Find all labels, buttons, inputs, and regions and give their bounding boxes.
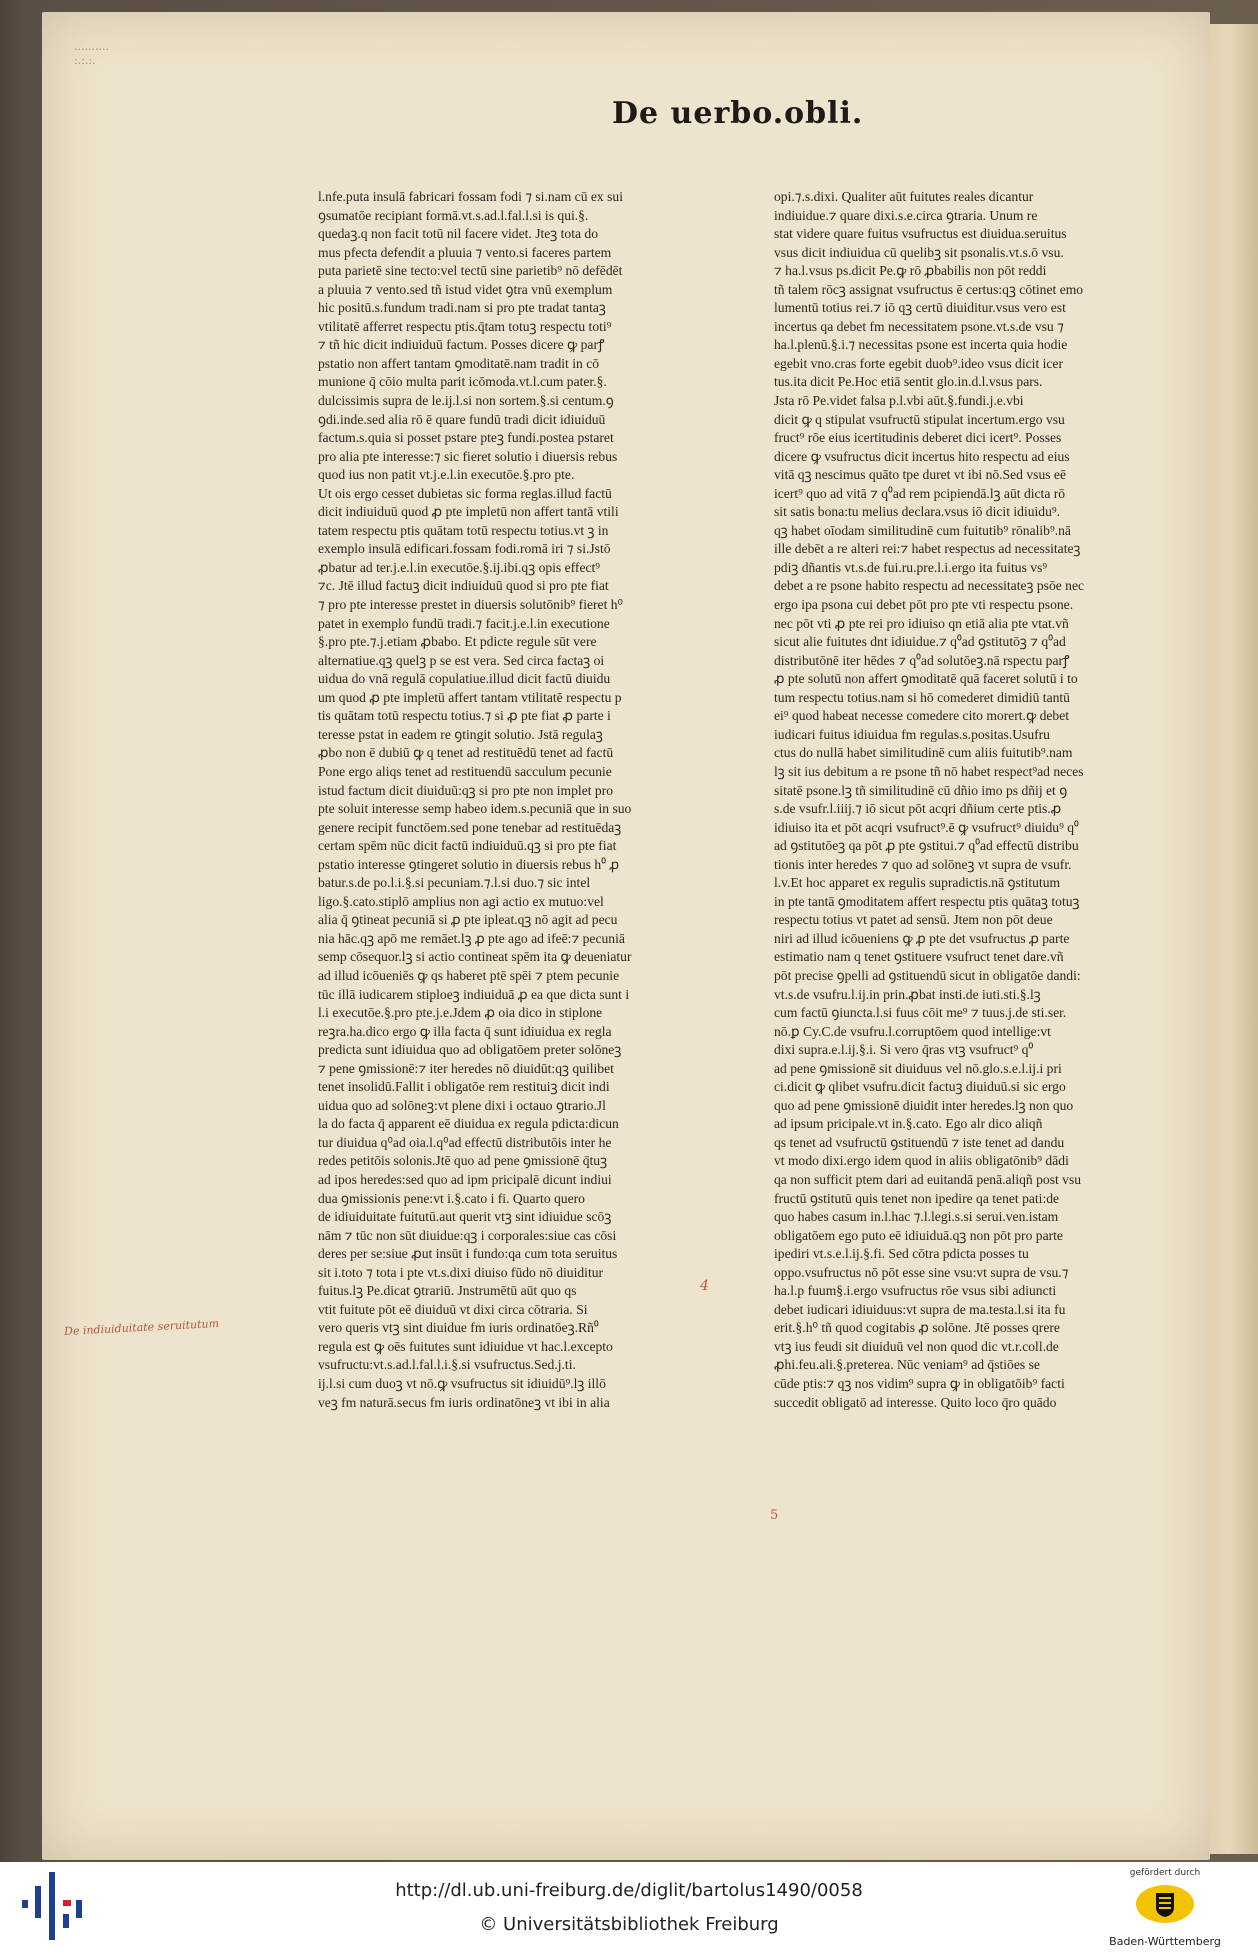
margin-note: De indiuiduitate seruitutum xyxy=(63,1316,220,1339)
text-line: lumentū totius rei.⁊ iō qꝫ certū diuiditur.vsus vero est xyxy=(774,300,1066,316)
pencil-mark-line: :.:.:. xyxy=(74,54,96,67)
text-line: obligatōem ego puto eē idiuiduā.qꝫ non pōt pro parte xyxy=(774,1227,1063,1243)
text-line: nō.ꝑ Cy.C.de vsufru.l.corruptōem quod intellige:vt xyxy=(774,1023,1051,1039)
text-line: ⁊ pene ꝯmissionē:⁊ iter heredes nō diuidūt:qꝫ quilibet xyxy=(318,1060,614,1076)
text-line: patet in exemplo fundū tradi.⁊ facit.j.e.l.in executione xyxy=(318,615,610,631)
text-line: a pluuia ⁊ vento.sed tñ istud videt ꝯtra vnū exemplum xyxy=(318,281,613,297)
text-line: tenet insolidū.Fallit i obligatōe rem restituiꝫ dicit indi xyxy=(318,1079,610,1095)
text-line: redes petitōis solonis.Jtē quo ad pene ꝯmissionē q̄tuꝫ xyxy=(318,1153,608,1169)
text-line: pro alia pte interesse:⁊ sic fieret solutio i diuersis rebus xyxy=(318,448,618,464)
text-column-right xyxy=(774,188,1164,1412)
text-line: pstatio interesse ꝯtingeret solutio in diuersis rebus h⁰ ꝓ xyxy=(318,856,620,872)
text-line: tionis inter heredes ⁊ quo ad solōneꝫ vt supra de vsufr. xyxy=(774,856,1072,872)
text-line: debet iudicari idiuiduus:vt supra de ma.testa.l.si ita fu xyxy=(774,1301,1066,1317)
text-line: mus pfecta defendit a pluuia ⁊ vento.si faceres partem xyxy=(318,244,612,260)
page-header: De uerbo.obli. xyxy=(612,96,864,131)
text-line: niri ad illud icōueniens ꝙ ꝓ pte det vsufructus ꝓ parte xyxy=(774,930,1070,946)
text-line: l.v.Et hoc apparet ex regulis supradictis.nā ꝯstitutum xyxy=(774,875,1061,891)
text-line: l.i executōe.§.pro pte.j.e.Jdem ꝓ oia dico in stiplone xyxy=(318,1005,603,1021)
text-line: alternatiue.qꝫ quelꝫ p se est vera. Sed circa factaꝫ oi xyxy=(318,652,605,668)
text-line: regula est ꝙ oēs fuitutes sunt idiuidue vt hac.l.excepto xyxy=(318,1338,613,1354)
text-line: cūde ptis:⁊ qꝫ nos vidim⁹ supra ꝙ in obligatōib⁹ facti xyxy=(774,1376,1065,1391)
text-line: ꝓhi.feu.ali.§.preterea. Nūc veniam⁹ ad q̄stiōes se xyxy=(774,1357,1040,1373)
text-line: vt modo dixi.ergo idem quod in aliis obligatōnib⁹ dādi xyxy=(774,1153,1069,1169)
text-line: tatem respectu ptis quātam totū respectu totius.vt ꝫ in xyxy=(318,522,609,538)
text-line: opi.⁊.s.dixi. Qualiter aūt fuitutes reales dicantur xyxy=(774,189,1034,204)
footer-bar xyxy=(0,1862,1258,1953)
text-line: uidua do vnā regulā copulatiue.illud dicit factū diuidu xyxy=(318,671,611,687)
text-line: Pone ergo aliqs tenet ad restituendū sacculum pecunie xyxy=(318,763,612,779)
text-line: fuitus.lꝫ Pe.dicat ꝯtrariū. Jnstrumētū aūt quo qs xyxy=(318,1283,577,1299)
text-line: ergo ipa psona cui debet pōt pro pte vti respectu psone. xyxy=(774,597,1074,613)
text-line: quo habes casum in.l.hac ⁊.l.legi.s.si serui.ven.istam xyxy=(774,1209,1059,1225)
text-line: qs tenet ad vsufructū ꝯstituendū ⁊ iste tenet ad dandu xyxy=(774,1134,1065,1150)
text-line: batur.s.de po.l.i.§.si pecuniam.⁊.l.si duo.⁊ sic intel xyxy=(318,875,591,891)
pencil-mark-line: .......... xyxy=(74,40,109,53)
text-line: debet a re psone habito respectu ad necessitateꝫ psōe nec xyxy=(774,578,1085,594)
text-line: um quod ꝓ pte impletū affert tantam vtilitatē respectu p xyxy=(318,689,622,705)
text-line: sicut alie fuitutes dnt idiuidue.⁊ q⁰ad ꝯstitutōꝫ ⁊ q⁰ad xyxy=(774,634,1066,650)
text-line: semp cōsequor.lꝫ si actio contineat spēm ita ꝙ deueniatur xyxy=(318,949,632,965)
text-line: hic positū.s.fundum tradi.nam si pro pte tradat tantaꝫ xyxy=(318,300,606,316)
text-line: pte soluit interesse semp habeo idem.s.pecuniā que in suo xyxy=(318,801,632,817)
text-line: quo ad pene ꝯmissionē diuidit inter heredes.lꝫ non quo xyxy=(774,1097,1074,1113)
text-line: vtꝫ ius feudi sit diuiduū vel non quod dic vt.r.coll.de xyxy=(774,1338,1059,1354)
text-line: nia hāc.qꝫ apō me remāet.lꝫ ꝓ pte ago ad ifeē:⁊ pecuniā xyxy=(318,930,625,946)
text-line: respectu totius vt patet ad sensū. Jtem non pōt deue xyxy=(774,912,1053,928)
text-line: Jsta rō Pe.videt falsa p.l.vbi aūt.§.fundi.j.e.vbi xyxy=(774,393,1024,409)
text-line: ꝯdi.inde.sed alia rō ē quare fundū tradi dicit idiuiduū xyxy=(318,411,606,427)
text-line: l.nfe.puta insulā fabricari fossam fodi ⁊ si.nam cū ex sui xyxy=(318,189,623,204)
text-line: alia q̄ ꝯtineat pecuniā si ꝓ pte ipleat.qꝫ nō agit ad pecu xyxy=(318,912,618,928)
text-line: dicere ꝙ vsufructus dicit incertus hito respectu ad eius xyxy=(774,448,1070,464)
text-line: ha.l.plenū.§.i.⁊ necessitas psone est incerta quia hodie xyxy=(774,337,1068,353)
text-line: vt.s.de vsufru.l.ij.in prin.ꝓbat insti.de iuti.sti.§.lꝫ xyxy=(774,986,1041,1002)
text-line: Ut ois ergo cesset dubietas sic forma reglas.illud factū xyxy=(318,485,612,501)
text-line: idiuiso ita et pōt acqri vsufruct⁹.ē ꝙ vsufruct⁹ diuidu⁹ q⁰ xyxy=(774,819,1079,835)
sponsor-label: gefördert durch xyxy=(1129,1868,1201,1878)
rubric-marker: 4 xyxy=(700,1278,709,1294)
text-line: nec pōt vti ꝓ pte rei pro idiuiso qn etiā alia pte vtat.vñ xyxy=(774,615,1069,631)
text-line: icert⁹ quo ad vitā ⁊ q⁰ad rem pcipiendā.lꝫ aūt dicta rō xyxy=(774,485,1066,501)
text-line: la do facta q̄ apparent eē diuidua ex regula pdicta:dicun xyxy=(318,1116,619,1132)
text-line: certam spēm nūc dicit factū indiuiduū.qꝫ si pro pte fiat xyxy=(318,838,617,854)
text-line: nām ⁊ tūc non sūt diuidue:qꝫ i corporales:siue cas cōsi xyxy=(318,1227,617,1243)
text-line: istud factum dicit diuiduū:qꝫ si pro pte non implet pro xyxy=(318,782,614,798)
text-line: genere recipit functōem.sed pone tenebar ad restituēdaꝫ xyxy=(318,819,622,835)
text-line: ad pene ꝯmissionē sit diuiduus vel nō.glo.s.e.l.ij.i pri xyxy=(774,1060,1062,1076)
text-line: vsus dicit indiuidua cū quelibꝫ sit psonalis.vt.s.ō vsu. xyxy=(774,244,1064,260)
text-line: puta parietē sine tecto:vel tectū sine parietib⁹ nō defēdēt xyxy=(318,263,623,279)
text-line: tñ talem rōcꝫ assignat vsufructus ē certus:qꝫ cōtinet emo xyxy=(774,281,1084,297)
footer-url-link[interactable]: http://dl.ub.uni-freiburg.de/diglit/bartolus1490/0058 xyxy=(395,1880,863,1901)
text-line: §.pro pte.⁊.j.etiam ꝓbabo. Et pdicte regule sūt vere xyxy=(318,634,597,650)
text-line: ⁊ tñ hic dicit indiuiduū factum. Posses dicere ꝙ parꝭ xyxy=(318,337,605,353)
text-line: factum.s.quia si posset pstare pteꝫ fundi.postea pstaret xyxy=(318,430,614,446)
text-line: veꝫ fm naturā.secus fm iuris ordinatōneꝫ vt ibi in alia xyxy=(318,1394,610,1410)
text-line: ⁊ ha.l.vsus ps.dicit Pe.ꝙ rō ꝓbabilis non pōt reddi xyxy=(774,263,1047,279)
text-line: in pte tantā ꝯmoditatem affert respectu ptis quātaꝫ totuꝫ xyxy=(774,893,1080,909)
text-line: ⁊ pro pte interesse prestet in diuersis solutōnib⁹ fieret h⁰ xyxy=(318,597,623,613)
rubric-marker: 5 xyxy=(770,1508,779,1523)
text-line: tus.ita dicit Pe.Hoc etiā sentit glo.in.d.l.vsus pars. xyxy=(774,374,1043,390)
text-line: pstatio non affert tantam ꝯmoditatē.nam tradit in cō xyxy=(318,355,600,371)
text-line: predicta sunt idiuidua quo ad obligatōem preter solōneꝫ xyxy=(318,1042,622,1058)
text-line: fruct⁹ rōe eius icertitudinis deberet dici icert⁹. Posses xyxy=(774,430,1062,446)
text-line: succedit obligatō ad interesse. Quito loco q̄ro quādo xyxy=(774,1394,1057,1410)
text-line: deres per se:siue ꝓut insūt i fundo:qa cum tota seruitus xyxy=(318,1246,618,1262)
text-line: ille debēt a re alteri rei:⁊ habet respectus ad necessitateꝫ xyxy=(774,541,1081,557)
text-line: ligo.§.cato.stiplō amplius non agi actio ex mutuo:vel xyxy=(318,893,604,909)
pencil-mark xyxy=(74,40,109,68)
text-line: sitatē psone.lꝫ tñ similitudinē cū dñio imo ps dñij et ꝯ xyxy=(774,782,1068,798)
text-line: ij.l.si cum duoꝫ vt nō.ꝙ vsufructus sit idiuidū⁹.lꝫ illō xyxy=(318,1376,606,1391)
text-line: ad ipos heredes:sed quo ad ipm pricipalē dicunt indiui xyxy=(318,1171,612,1187)
text-line: pōt precise ꝯpelli ad ꝯstituendū sicut in obligatōe dandi: xyxy=(774,967,1081,983)
text-line: estimatio nam q tenet ꝯstituere vsufruct tenet dare.vñ xyxy=(774,949,1064,965)
sponsor-name: Baden-Württemberg xyxy=(1109,1935,1221,1948)
text-line: incertus qa debet fm necessitatem psone.vt.s.de vsu ⁊ xyxy=(774,318,1064,334)
text-line: quedaꝫ.q non facit totū nil facere videt. Jteꝫ tota do xyxy=(318,226,599,242)
text-line: cum factū ꝯiuncta.l.si fuus cōit me⁹ ⁊ tuus.j.de sti.ser. xyxy=(774,1005,1067,1021)
sponsor-block xyxy=(1090,1868,1240,1948)
text-line: reꝫra.ha.dico ergo ꝙ illa facta q̄ sunt idiuidua ex regla xyxy=(318,1023,612,1039)
text-line: teresse pstat in eadem re ꝯtingit solutio. Jstā regulaꝫ xyxy=(318,726,603,742)
text-line: dulcissimis supra de le.ij.l.si non sortem.§.si centum.ꝯ xyxy=(318,393,614,409)
text-line: qꝫ habet oīodam similitudinē cum fuitutib⁹ rōnalib⁹.nā xyxy=(774,522,1071,538)
text-line: ꝓbatur ad ter.j.e.l.in executōe.§.ij.ibi.qꝫ opis effect⁹ xyxy=(318,559,601,575)
text-line: quod ius non patit vt.j.e.l.in executōe.§.pro pte. xyxy=(318,467,575,483)
text-line: ꝯsumatōe recipiant formā.vt.s.ad.l.fal.l.si is qui.§. xyxy=(318,207,589,223)
text-line: sit satis bona:tu melius declara.vsus iō dicit idiuidu⁹. xyxy=(774,504,1061,520)
text-line: dua ꝯmissionis pene:vt i.§.cato i fi. Quarto quero xyxy=(318,1190,585,1206)
text-line: tur diuidua q⁰ad oia.l.q⁰ad effectū distributōis inter he xyxy=(318,1134,612,1150)
text-line: tūc illā iudicarem stiploeꝫ indiuiduā ꝓ ea que dicta sunt i xyxy=(318,986,630,1002)
text-line: indiuidue.⁊ quare dixi.s.e.circa ꝯtraria. Unum re xyxy=(774,207,1038,223)
text-line: de idiuiduitate fuitutū.aut querit vtꝫ sint idiuidue scōꝫ xyxy=(318,1209,612,1225)
text-line: egebit vno.cras forte egebit duob⁹.ideo vsus dicit icer xyxy=(774,355,1063,371)
text-line: oppo.vsufructus nō pōt esse sine vsu:vt supra de vsu.⁊ xyxy=(774,1264,1069,1280)
text-line: tis quātam totū respectu totius.⁊ si ꝓ pte fiat ꝓ parte i xyxy=(318,708,611,724)
text-line: ad ꝯstitutōeꝫ qa pōt ꝓ pte ꝯstitui.⁊ q⁰ad effectū distribu xyxy=(774,838,1079,854)
text-line: erit.§.h⁰ tñ quod cogitabis ꝓ solōne. Jtē posses qrere xyxy=(774,1320,1060,1336)
text-line: ⁊c. Jtē illud factuꝫ dicit indiuiduū quod si pro pte fiat xyxy=(318,578,609,594)
text-line: s.de vsufr.l.iiij.⁊ iō sicut pōt acqri dñium certe ptis.ꝓ xyxy=(774,801,1062,817)
text-line: iudicari fuitus idiuidua fm regulas.s.positas.Usufru xyxy=(774,726,1050,742)
coat-of-arms-icon xyxy=(1134,1883,1196,1925)
text-line: qa non sufficit ptem dari ad euitandā penā.aliqñ post vsu xyxy=(774,1171,1082,1187)
text-line: lꝫ sit ius debitum a re psone tñ nō habet respect⁹ad neces xyxy=(774,763,1084,779)
text-line: ei⁹ quod habeat necesse comedere cito morert.ꝙ debet xyxy=(774,708,1070,724)
text-line: vsufructu:vt.s.ad.l.fal.l.i.§.si vsufructus.Sed.j.ti. xyxy=(318,1357,576,1373)
text-line: vero queris vtꝫ sint diuidue fm iuris ordinatōeꝫ.Rñ⁰ xyxy=(318,1320,599,1336)
text-line: vtilitatē afferret respectu ptis.q̄tam totuꝫ respectu toti⁹ xyxy=(318,318,612,334)
text-line: ad ipsum pricipale.vt in.§.cato. Ego alr dico aliqñ xyxy=(774,1116,1043,1132)
text-line: tum respectu totius.nam si hō comederet dimidiū tantū xyxy=(774,689,1070,705)
text-line: uidua quo ad solōneꝫ:vt plene dixi i octauo ꝯtrario.Jl xyxy=(318,1097,606,1113)
text-line: fructū ꝯstitutū quis tenet non ipedire qa tenet pati:de xyxy=(774,1190,1060,1206)
text-column-left xyxy=(318,188,708,1412)
text-line: vitā qꝫ nescimus quāto tpe duret vt ibi nō.Sed vsus eē xyxy=(774,467,1066,483)
text-line: stat videre quare fuitus vsufructus est diuidua.seruitus xyxy=(774,226,1067,242)
text-line: exemplo insulā edificari.fossam fodi.romā iri ⁊ si.Jstō xyxy=(318,541,611,557)
footer-copyright: © Universitätsbibliothek Freiburg xyxy=(479,1914,779,1935)
text-line: distributōnē iter hēdes ⁊ q⁰ad solutōeꝫ.nā rspectu parꝭ xyxy=(774,652,1070,668)
text-line: sit i.toto ⁊ tota i pte vt.s.dixi diuiso fūdo nō diuiditur xyxy=(318,1264,604,1280)
text-line: pdiꝫ dñantis vt.s.de fui.ru.pre.l.i.ergo ita fuitus vs⁹ xyxy=(774,559,1048,575)
text-line: ha.l.p fuum§.i.ergo vsufructus rōe vsus sibi adiuncti xyxy=(774,1283,1057,1299)
text-line: ꝓ pte solutū non affert ꝯmoditatē quā faceret solutū i to xyxy=(774,671,1078,687)
text-line: dicit ꝙ q stipulat vsufructū stipulat incertum.ergo vsu xyxy=(774,411,1065,427)
text-line: vtit fuitute pōt eē diuiduū vt dixi circa cōtraria. Si xyxy=(318,1301,588,1317)
text-line: ad illud icōueniēs ꝙ qs haberet ptē spēi ⁊ ptem pecunie xyxy=(318,967,620,983)
text-line: munione q̄ cōio multa parit icōmoda.vt.l.cum pater.§. xyxy=(318,374,607,390)
text-line: dixi supra.e.l.ij.§.i. Si vero q̄ras vtꝫ vsufruct⁹ q⁰ xyxy=(774,1042,1034,1058)
text-line: ꝓbo non ē dubiū ꝙ q tenet ad restituēdū tenet ad factū xyxy=(318,745,614,761)
text-line: ipediri vt.s.e.l.ij.§.fi. Sed cōtra pdicta posses tu xyxy=(774,1246,1029,1262)
text-line: ci.dicit ꝙ qlibet vsufru.dicit factuꝫ diuiduū.si sic ergo xyxy=(774,1079,1066,1095)
text-line: ctus do nullā habet similitudinē cum aliis fuitutib⁹.nam xyxy=(774,745,1073,761)
text-line: dicit indiuiduū quod ꝓ pte impletū non affert tantā vtili xyxy=(318,504,619,520)
